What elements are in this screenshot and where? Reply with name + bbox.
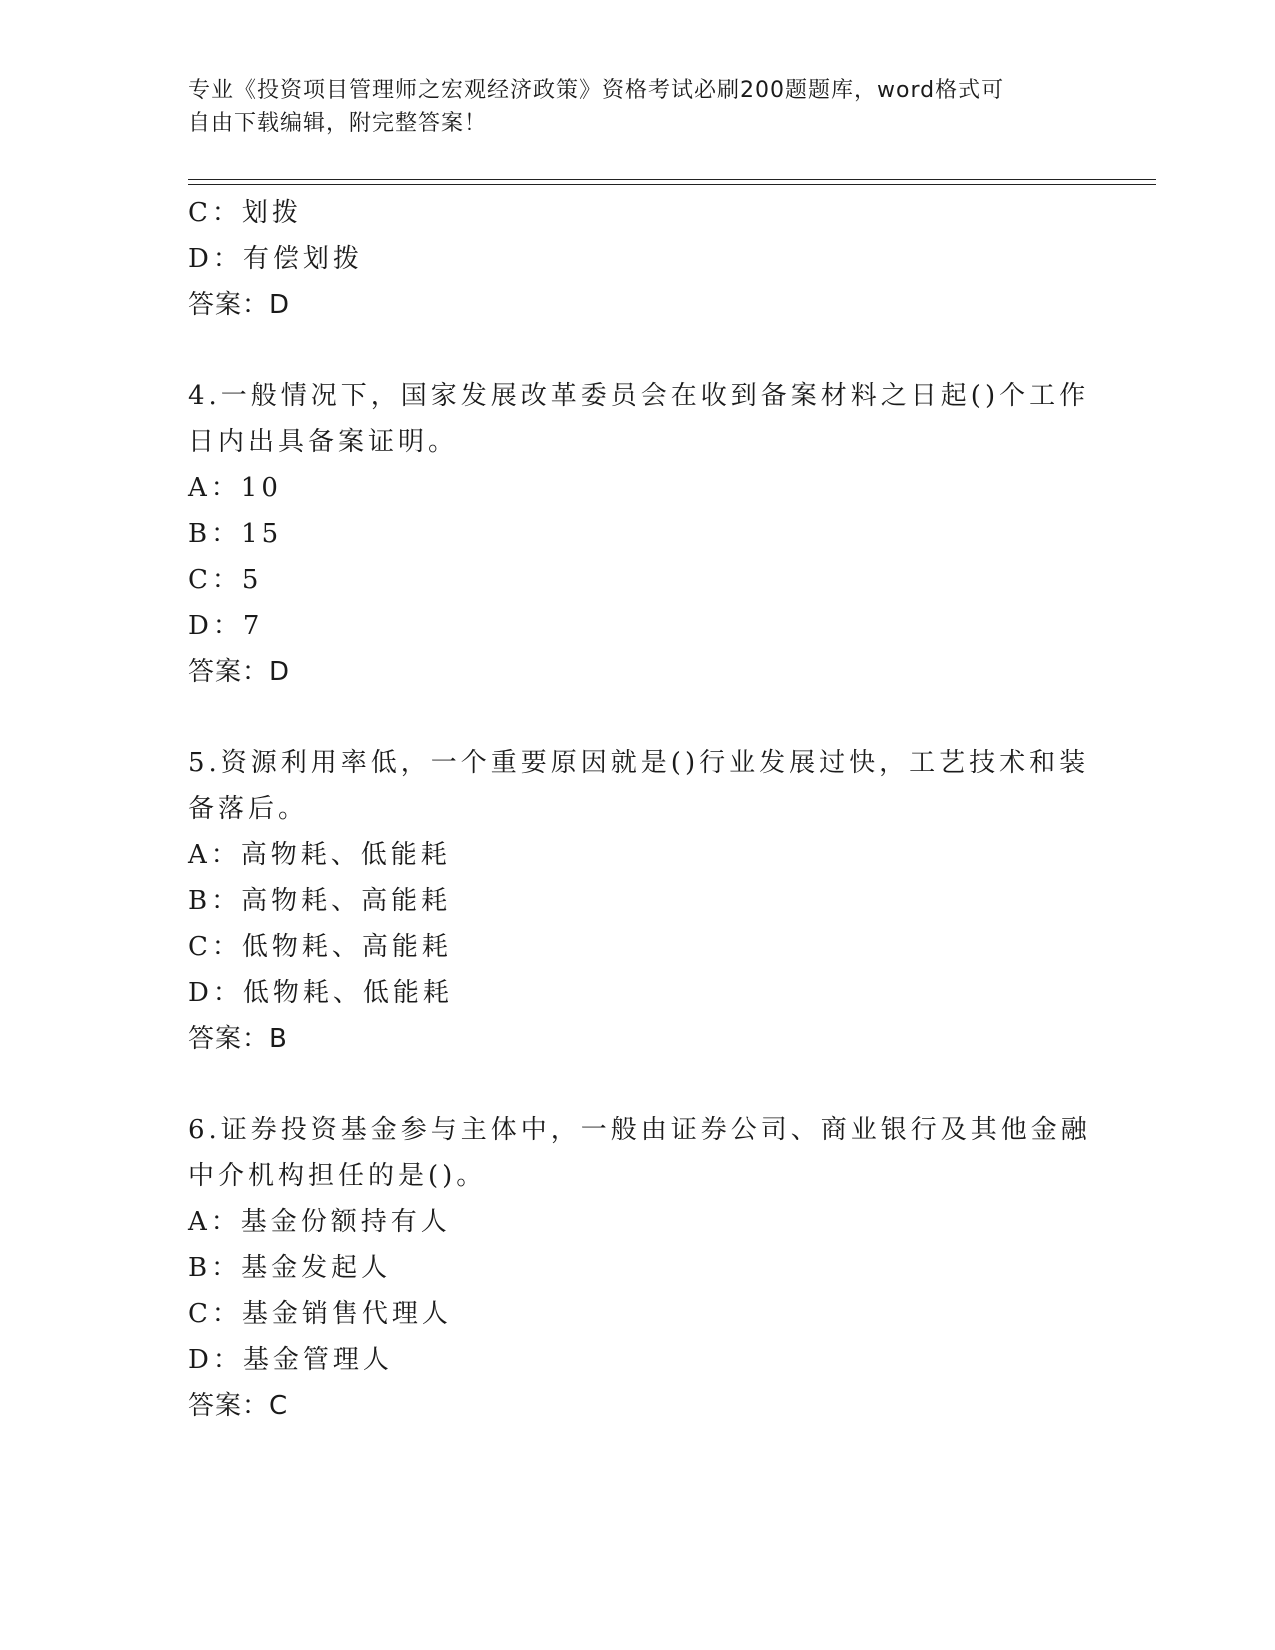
question-6 [188, 1107, 1091, 1429]
document-header [188, 74, 1088, 140]
option-d: D：7 [188, 611, 264, 641]
question-5 [188, 740, 1088, 1062]
option-a: A：高物耗、低能耗 [188, 840, 451, 870]
option-c: C：基金销售代理人 [188, 1299, 452, 1329]
answer-line: 答案：D [188, 290, 291, 320]
option-b: B：15 [188, 519, 283, 549]
question-4 [188, 373, 1088, 695]
option-c: C：低物耗、高能耗 [188, 932, 452, 962]
question-content [188, 190, 1091, 1429]
question-stem-line-2: 中介机构担任的是()。 [188, 1161, 487, 1191]
question-stem-line-1: 4.一般情况下，国家发展改革委员会在收到备案材料之日起()个工作 [188, 381, 1090, 411]
option-b: B：高物耗、高能耗 [188, 886, 452, 916]
option-b: B：基金发起人 [188, 1253, 392, 1283]
header-divider-top [188, 179, 1156, 180]
question-stem-line-2: 日内出具备案证明。 [188, 427, 459, 457]
answer-line: 答案：C [188, 1391, 289, 1421]
option-d: D：基金管理人 [188, 1345, 393, 1375]
answer-line: 答案：B [188, 1024, 288, 1054]
header-line-1: 专业《投资项目管理师之宏观经济政策》资格考试必刷200题题库，word格式可 [188, 78, 1005, 103]
option-c: C：划拨 [188, 198, 302, 228]
question-stem-line-2: 备落后。 [188, 794, 309, 824]
option-d: D：低物耗、低能耗 [188, 978, 453, 1008]
question-stem-line-1: 5.资源利用率低，一个重要原因就是()行业发展过快，工艺技术和装 [188, 748, 1090, 778]
option-a: A：基金份额持有人 [188, 1207, 451, 1237]
header-line-2: 自由下载编辑，附完整答案！ [188, 111, 488, 136]
header-divider-bottom [188, 184, 1156, 185]
question-stem-line-1: 6.证券投资基金参与主体中，一般由证券公司、商业银行及其他金融 [188, 1115, 1091, 1145]
question-3-tail [188, 190, 1088, 328]
option-d: D：有偿划拨 [188, 244, 363, 274]
option-a: A：10 [188, 473, 282, 503]
option-c: C：5 [188, 565, 263, 595]
answer-line: 答案：D [188, 657, 291, 687]
